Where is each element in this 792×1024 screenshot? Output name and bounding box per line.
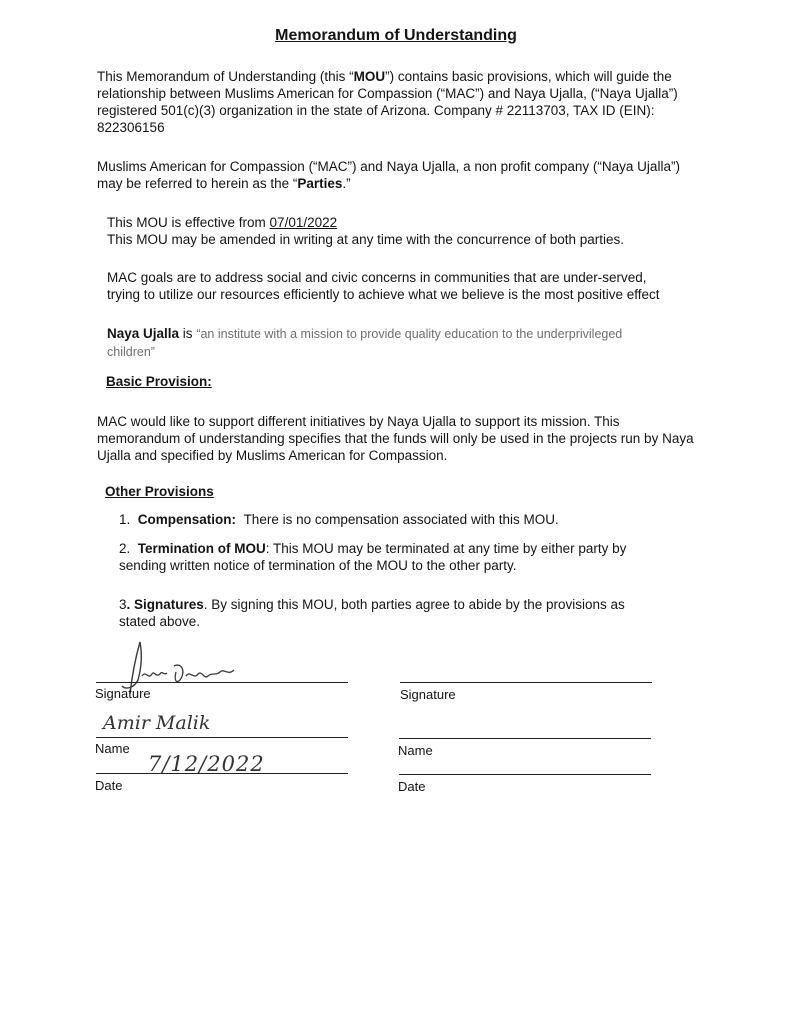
signature-line-left[interactable]: [96, 682, 348, 683]
name-line-right[interactable]: [399, 738, 651, 739]
item-title: Termination of MOU: [137, 541, 266, 556]
effective-prefix: This MOU is effective from: [107, 215, 270, 230]
effective-date: 07/01/2022: [269, 215, 338, 230]
date-label-right: Date: [398, 779, 426, 794]
provision-item-signatures: [119, 596, 659, 630]
basic-provision-heading: Basic Provision:: [106, 374, 212, 389]
signature-label-right: Signature: [400, 687, 456, 702]
parties-bold: Parties: [297, 176, 343, 191]
intro-text-1: This Memorandum of Understanding (this “: [97, 69, 354, 84]
date-line-left[interactable]: [96, 773, 348, 774]
intro-paragraph: [97, 68, 707, 136]
naya-is: is: [179, 326, 197, 341]
name-line-left[interactable]: [96, 737, 348, 738]
signature-line-right[interactable]: [400, 682, 652, 683]
item-text: There is no compensation associated with this MOU.: [243, 512, 559, 527]
item-number: 2.: [119, 541, 131, 556]
naya-paragraph: [107, 325, 667, 361]
item-title: . Signatures: [126, 597, 204, 612]
handwritten-name: Amir Malik: [103, 712, 211, 734]
parties-text-1: Muslims American for Compassion (“MAC”) and Naya Ujalla, a non profit company (“Naya Ujalla”) may be referred to herein as the “: [97, 159, 680, 191]
goals-paragraph: MAC goals are to address social and civic concerns in communities that are under-served, trying to utilize our resources efficiently to achieve what we believe is the most positive effect: [107, 270, 660, 302]
signature-label-left: Signature: [95, 686, 151, 701]
document-title: Memorandum of Understanding: [275, 27, 517, 44]
date-label-left: Date: [95, 778, 123, 793]
item-text: . By signing this MOU, both parties agree to abide by the provisions as stated above.: [119, 597, 625, 629]
intro-mou-bold: MOU: [353, 69, 386, 84]
provision-item-termination: [119, 540, 659, 574]
item-number: 1.: [119, 512, 131, 527]
item-text: : This MOU may be terminated at any time by either party by sending written notice of termination of the MOU to the other party.: [119, 541, 627, 573]
item-title: Compensation:: [137, 512, 237, 527]
amend-text: This MOU may be amended in writing at any time with the concurrence of both parties.: [107, 232, 624, 247]
effective-paragraph: [107, 214, 707, 248]
item-number: 3: [119, 597, 127, 612]
name-label-left: Name: [95, 741, 130, 756]
other-provisions-heading: Other Provisions: [105, 484, 214, 499]
naya-quote: “an institute with a mission to provide quality education to the underprivileged children”: [107, 327, 623, 359]
provision-item-compensation: [119, 511, 699, 528]
intro-text-2: ”) contains basic provisions, which will guide the relationship between Muslims American for Compassion (“MAC”) and Naya Ujalla, (“Naya Ujalla”) registered 501(c)(3) organization in the state of Arizona. Company # 22113703, TAX ID (EIN): 822306156: [97, 69, 678, 135]
name-label-right: Name: [398, 743, 433, 758]
parties-paragraph: [97, 158, 697, 192]
parties-text-2: .”: [342, 176, 351, 191]
basic-provision-text: MAC would like to support different initiatives by Naya Ujalla to support its mission. This memorandum of understanding specifies that the funds will only be used in the projects run by Naya Ujalla and specified by Muslims American for Compassion.: [97, 414, 694, 463]
date-line-right[interactable]: [399, 774, 651, 775]
naya-name: Naya Ujalla: [107, 326, 180, 341]
handwritten-date: 7/12/2022: [148, 752, 265, 776]
